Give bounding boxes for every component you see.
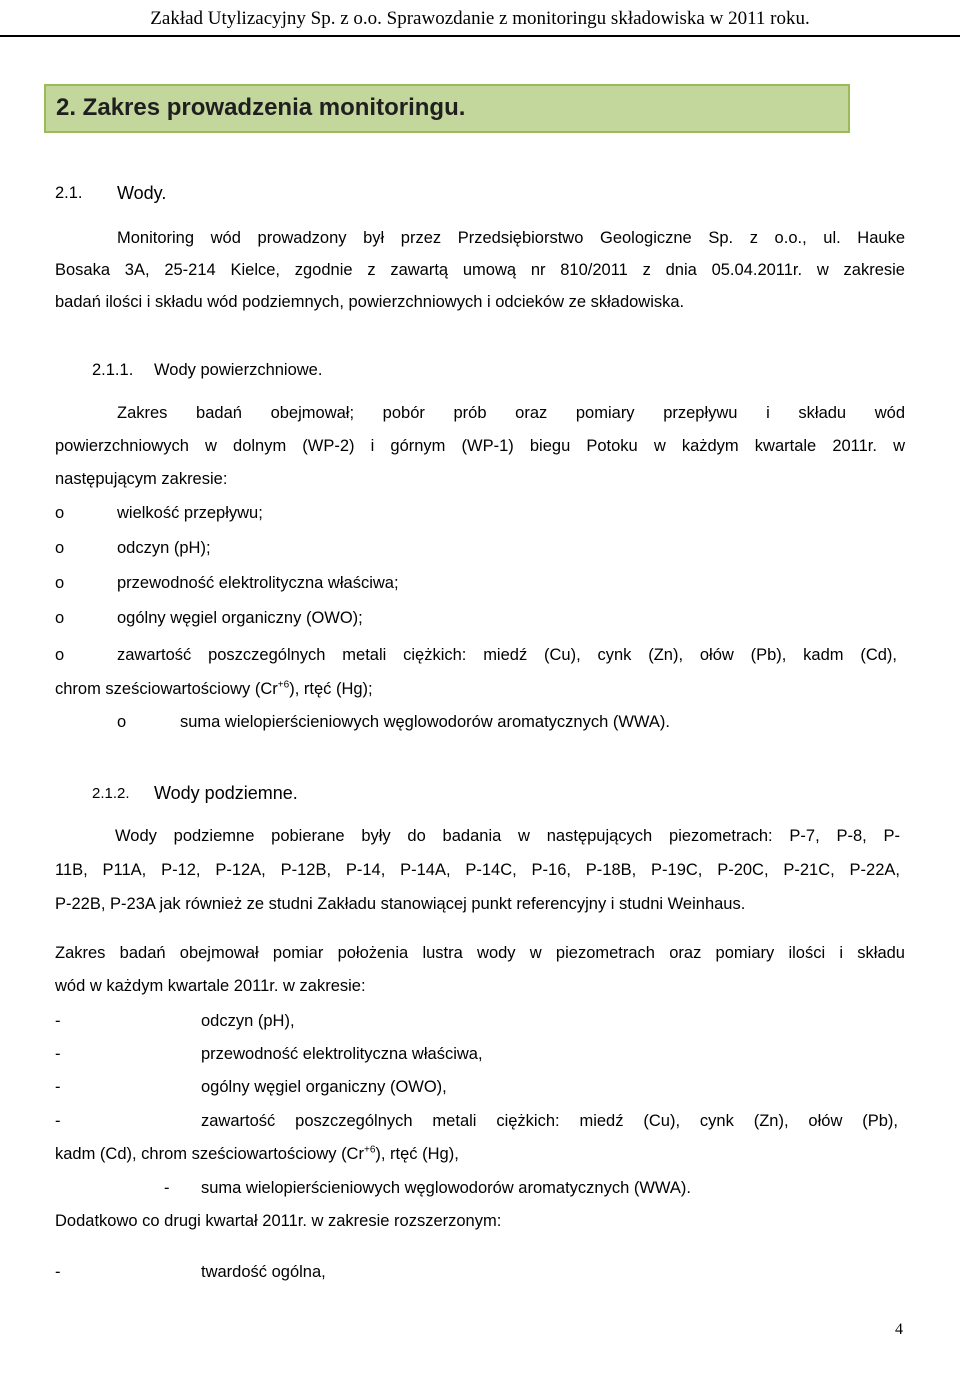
paragraph-line: P-22B, P-23A jak również ze studni Zakładu stanowiącej punkt referencyjny i studni Weinhaus. bbox=[55, 895, 746, 913]
paragraph-line: następującym zakresie: bbox=[55, 470, 228, 488]
subsection-title: Wody podziemne. bbox=[154, 783, 298, 803]
subsection-title: Wody. bbox=[117, 183, 167, 203]
subsection-number: 2.1.2. bbox=[92, 785, 130, 802]
subsection-number: 2.1. bbox=[55, 184, 83, 202]
list-item: przewodność elektrolityczna właściwa, bbox=[201, 1045, 483, 1063]
section-banner bbox=[44, 84, 850, 133]
chrom-text-end: ), rtęć (Hg); bbox=[289, 680, 373, 698]
page-number: 4 bbox=[895, 1321, 903, 1338]
section-title: 2. Zakres prowadzenia monitoringu. bbox=[56, 94, 466, 121]
paragraph-line: Bosaka 3A, 25-214 Kielce, zgodnie z zawartą umową nr 810/2011 z dnia 05.04.2011r. w zakresie bbox=[55, 261, 905, 279]
dash-marker: - bbox=[55, 1078, 61, 1096]
page-header: Zakład Utylizacyjny Sp. z o.o. Sprawozdanie z monitoringu składowiska w 2011 roku. bbox=[150, 8, 810, 29]
bullet-marker: o bbox=[55, 646, 65, 664]
list-item: zawartość poszczególnych metali ciężkich: miedź (Cu), cynk (Zn), ołów (Pb), kadm (Cd), bbox=[117, 646, 897, 664]
paragraph-line: Zakres badań obejmował pomiar położenia lustra wody w piezometrach oraz pomiary ilości i składu bbox=[55, 944, 905, 962]
paragraph-line: 11B, P11A, P-12, P-12A, P-12B, P-14, P-14A, P-14C, P-16, P-18B, P-19C, P-20C, P-21C, P-22A, bbox=[55, 861, 900, 879]
list-item: ogólny węgiel organiczny (OWO); bbox=[117, 609, 363, 627]
paragraph-line: Zakres badań obejmował; pobór prób oraz pomiary przepływu i składu wód bbox=[117, 404, 905, 422]
bullet-marker: o bbox=[55, 574, 65, 592]
list-item: zawartość poszczególnych metali ciężkich: miedź (Cu), cynk (Zn), ołów (Pb), bbox=[201, 1112, 898, 1130]
paragraph-line: powierzchniowych w dolnym (WP-2) i górnym (WP-1) biegu Potoku w każdym kwartale 2011r. w bbox=[55, 437, 905, 455]
list-item: przewodność elektrolityczna właściwa; bbox=[117, 574, 399, 592]
dash-marker: - bbox=[164, 1179, 170, 1197]
paragraph-line: Wody podziemne pobierane były do badania w następujących piezometrach: P-7, P-8, P- bbox=[115, 827, 900, 845]
bullet-marker: o bbox=[55, 609, 65, 627]
paragraph-line: Dodatkowo co drugi kwartał 2011r. w zakresie rozszerzonym: bbox=[55, 1212, 502, 1230]
list-item-continuation bbox=[55, 1145, 459, 1164]
list-item: odczyn (pH), bbox=[201, 1012, 295, 1030]
list-item: twardość ogólna, bbox=[201, 1263, 326, 1281]
list-item: suma wielopierścieniowych węglowodorów aromatycznych (WWA). bbox=[201, 1179, 691, 1197]
kadm-superscript: +6 bbox=[363, 1144, 376, 1156]
list-item: wielkość przepływu; bbox=[117, 504, 263, 522]
kadm-text: kadm (Cd), chrom sześciowartościowy (Cr bbox=[55, 1145, 364, 1163]
chrom-text: chrom sześciowartościowy (Cr bbox=[55, 680, 278, 698]
subsection-title: Wody powierzchniowe. bbox=[154, 361, 323, 379]
paragraph-line: Monitoring wód prowadzony był przez Przedsiębiorstwo Geologiczne Sp. z o.o., ul. Hauke bbox=[117, 229, 905, 247]
chrom-superscript: +6 bbox=[277, 679, 290, 691]
list-item: odczyn (pH); bbox=[117, 539, 211, 557]
dash-marker: - bbox=[55, 1263, 61, 1281]
paragraph-line: badań ilości i składu wód podziemnych, powierzchniowych i odcieków ze składowiska. bbox=[55, 293, 685, 311]
header-rule bbox=[0, 35, 960, 37]
bullet-marker: o bbox=[55, 504, 65, 522]
dash-marker: - bbox=[55, 1045, 61, 1063]
kadm-text-end: ), rtęć (Hg), bbox=[375, 1145, 459, 1163]
bullet-marker: o bbox=[117, 713, 127, 731]
list-item: ogólny węgiel organiczny (OWO), bbox=[201, 1078, 447, 1096]
bullet-marker: o bbox=[55, 539, 65, 557]
list-item-continuation bbox=[55, 680, 373, 699]
paragraph-line: wód w każdym kwartale 2011r. w zakresie: bbox=[55, 977, 366, 995]
dash-marker: - bbox=[55, 1112, 61, 1130]
list-item: suma wielopierścieniowych węglowodorów aromatycznych (WWA). bbox=[180, 713, 670, 731]
subsection-number: 2.1.1. bbox=[92, 361, 134, 379]
dash-marker: - bbox=[55, 1012, 61, 1030]
